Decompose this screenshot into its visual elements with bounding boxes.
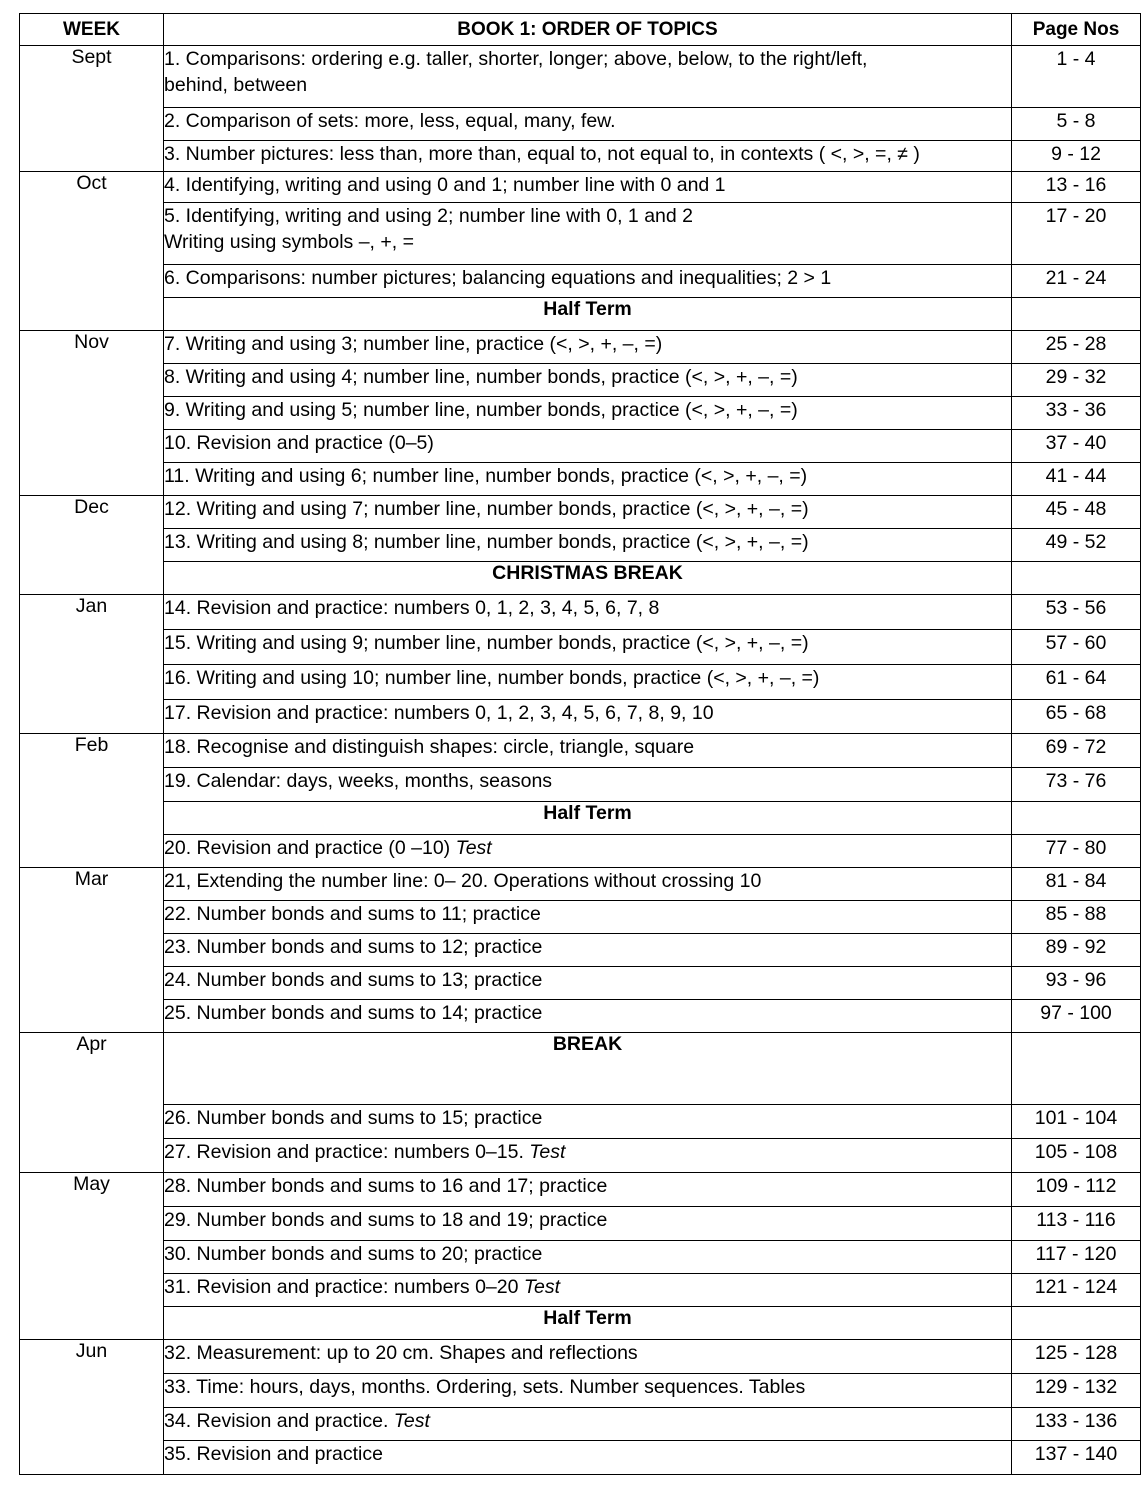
break-row: [20, 298, 1141, 331]
break-label: Half Term: [164, 1307, 1012, 1340]
topic-row: [20, 868, 1141, 901]
topic-text: 18. Recognise and distinguish shapes: circle, triangle, square: [164, 736, 695, 758]
topic-cell: [164, 595, 1012, 630]
page-range-cell: 21 - 24: [1012, 265, 1141, 298]
topic-text: 35. Revision and practice: [164, 1443, 383, 1465]
month-cell: May: [20, 1173, 164, 1340]
test-note: Test: [393, 1410, 430, 1432]
topic-row: [20, 901, 1141, 934]
test-note: Test: [523, 1276, 561, 1298]
page-range-cell: 85 - 88: [1012, 901, 1141, 934]
schedule-body: [20, 46, 1141, 1475]
topic-cell: [164, 141, 1012, 172]
page-range-cell: 117 - 120: [1012, 1241, 1141, 1274]
page-range-cell: [1012, 802, 1141, 835]
header-week: WEEK: [20, 14, 164, 46]
topic-text: 29. Number bonds and sums to 18 and 19; practice: [164, 1209, 608, 1231]
page-range-cell: 65 - 68: [1012, 700, 1141, 734]
topic-cell: [164, 868, 1012, 901]
page-range-cell: 73 - 76: [1012, 768, 1141, 802]
topic-cell: [164, 496, 1012, 529]
topic-text: 16. Writing and using 10; number line, number bonds, practice (<, >, +, –, =): [164, 667, 820, 689]
topic-cell: [164, 331, 1012, 364]
month-cell: Mar: [20, 868, 164, 1033]
topic-cell: [164, 1241, 1012, 1274]
topic-text-continued: behind, between: [164, 74, 308, 96]
page-range-cell: 53 - 56: [1012, 595, 1141, 630]
header-row: [20, 14, 1141, 46]
topic-row: [20, 172, 1141, 203]
page-range-cell: 125 - 128: [1012, 1340, 1141, 1374]
topic-cell: [164, 172, 1012, 203]
topic-row: [20, 1374, 1141, 1408]
topic-cell: [164, 700, 1012, 734]
topic-cell: [164, 768, 1012, 802]
page-range-cell: 49 - 52: [1012, 529, 1141, 562]
page-range-cell: 1 - 4: [1012, 46, 1141, 108]
topic-row: [20, 665, 1141, 700]
topic-cell: [164, 1274, 1012, 1307]
topic-row: [20, 1408, 1141, 1441]
header-topics: BOOK 1: ORDER OF TOPICS: [164, 14, 1012, 46]
topic-cell: [164, 1374, 1012, 1408]
page-range-cell: 105 - 108: [1012, 1139, 1141, 1173]
topic-text: 13. Writing and using 8; number line, number bonds, practice (<, >, +, –, =): [164, 531, 809, 553]
topic-text: 27. Revision and practice: numbers 0–15.: [164, 1141, 524, 1163]
topic-row: [20, 1139, 1141, 1173]
topic-cell: [164, 1173, 1012, 1207]
topic-row: [20, 496, 1141, 529]
topic-row: [20, 430, 1141, 463]
topic-row: [20, 203, 1141, 265]
topic-text: 26. Number bonds and sums to 15; practice: [164, 1107, 543, 1129]
topic-text: 32. Measurement: up to 20 cm. Shapes and reflections: [164, 1342, 638, 1364]
topic-cell: [164, 463, 1012, 496]
topic-row: [20, 1000, 1141, 1033]
topic-cell: [164, 1441, 1012, 1475]
topic-row: [20, 835, 1141, 868]
page-range-cell: 137 - 140: [1012, 1441, 1141, 1475]
topic-row: [20, 265, 1141, 298]
topic-cell: [164, 967, 1012, 1000]
topic-cell: [164, 901, 1012, 934]
topic-row: [20, 463, 1141, 496]
topic-row: [20, 1340, 1141, 1374]
topic-cell: [164, 364, 1012, 397]
page-range-cell: 133 - 136: [1012, 1408, 1141, 1441]
page-range-cell: [1012, 1033, 1141, 1105]
topic-text: 33. Time: hours, days, months. Ordering, sets. Number sequences. Tables: [164, 1376, 806, 1398]
topic-cell: [164, 1340, 1012, 1374]
page-range-cell: 61 - 64: [1012, 665, 1141, 700]
topic-text: 10. Revision and practice (0–5): [164, 432, 434, 454]
page-range-cell: 45 - 48: [1012, 496, 1141, 529]
topic-text: 17. Revision and practice: numbers 0, 1, 2, 3, 4, 5, 6, 7, 8, 9, 10: [164, 702, 714, 724]
topic-text: 20. Revision and practice (0 –10): [164, 837, 451, 859]
topic-row: [20, 141, 1141, 172]
topic-row: [20, 331, 1141, 364]
topic-row: [20, 364, 1141, 397]
topic-text: 21, Extending the number line: 0– 20. Operations without crossing 10: [164, 870, 762, 892]
break-label: CHRISTMAS BREAK: [164, 562, 1012, 595]
topic-text: 14. Revision and practice: numbers 0, 1, 2, 3, 4, 5, 6, 7, 8: [164, 597, 660, 619]
page-range-cell: 113 - 116: [1012, 1207, 1141, 1241]
topic-text: 7. Writing and using 3; number line, practice (<, >, +, –, =): [164, 333, 663, 355]
topic-text: 31. Revision and practice: numbers 0–20: [164, 1276, 519, 1298]
topic-text: 6. Comparisons: number pictures; balancing equations and inequalities; 2 > 1: [164, 267, 832, 289]
month-cell: Apr: [20, 1033, 164, 1173]
topic-text: 3. Number pictures: less than, more than, equal to, not equal to, in contexts ( <, >, =, ≠ ): [164, 143, 920, 165]
topic-cell: [164, 430, 1012, 463]
topic-row: [20, 1241, 1141, 1274]
topic-text: 25. Number bonds and sums to 14; practice: [164, 1002, 543, 1024]
topic-cell: [164, 397, 1012, 430]
page-range-cell: [1012, 1307, 1141, 1340]
topic-cell: [164, 1000, 1012, 1033]
page-range-cell: 25 - 28: [1012, 331, 1141, 364]
page-range-cell: 29 - 32: [1012, 364, 1141, 397]
topic-cell: [164, 1139, 1012, 1173]
topic-row: [20, 108, 1141, 141]
topic-cell: [164, 203, 1012, 265]
topic-text: 34. Revision and practice.: [164, 1410, 389, 1432]
page-range-cell: 81 - 84: [1012, 868, 1141, 901]
topic-row: [20, 1274, 1141, 1307]
break-label: Half Term: [164, 802, 1012, 835]
test-note: Test: [529, 1141, 566, 1163]
topic-text: 24. Number bonds and sums to 13; practice: [164, 969, 543, 991]
topic-row: [20, 700, 1141, 734]
page-range-cell: 41 - 44: [1012, 463, 1141, 496]
month-cell: Jun: [20, 1340, 164, 1475]
topic-text: 28. Number bonds and sums to 16 and 17; practice: [164, 1175, 608, 1197]
page-range-cell: 37 - 40: [1012, 430, 1141, 463]
page-range-cell: [1012, 562, 1141, 595]
page-range-cell: 101 - 104: [1012, 1105, 1141, 1139]
topic-cell: [164, 835, 1012, 868]
topic-text: 22. Number bonds and sums to 11; practice: [164, 903, 541, 925]
topic-text: 19. Calendar: days, weeks, months, seasons: [164, 770, 553, 792]
topic-cell: [164, 265, 1012, 298]
topic-cell: [164, 734, 1012, 768]
page-range-cell: 13 - 16: [1012, 172, 1141, 203]
topic-row: [20, 934, 1141, 967]
topic-row: [20, 595, 1141, 630]
page-range-cell: 121 - 124: [1012, 1274, 1141, 1307]
topic-text: 8. Writing and using 4; number line, number bonds, practice (<, >, +, –, =): [164, 366, 798, 388]
topic-cell: [164, 529, 1012, 562]
page-range-cell: 57 - 60: [1012, 630, 1141, 665]
topic-text: 5. Identifying, writing and using 2; number line with 0, 1 and 2: [164, 205, 693, 227]
page-range-cell: 69 - 72: [1012, 734, 1141, 768]
topic-cell: [164, 46, 1012, 108]
page-range-cell: 77 - 80: [1012, 835, 1141, 868]
topic-text: 1. Comparisons: ordering e.g. taller, shorter, longer; above, below, to the right/left,: [164, 48, 868, 70]
page-range-cell: 129 - 132: [1012, 1374, 1141, 1408]
break-row: [20, 1033, 1141, 1105]
break-label: Half Term: [164, 298, 1012, 331]
topic-row: [20, 967, 1141, 1000]
page-range-cell: 97 - 100: [1012, 1000, 1141, 1033]
month-cell: Nov: [20, 331, 164, 496]
break-row: [20, 1307, 1141, 1340]
topic-row: [20, 630, 1141, 665]
month-cell: Jan: [20, 595, 164, 734]
page-range-cell: 93 - 96: [1012, 967, 1141, 1000]
topic-text: 4. Identifying, writing and using 0 and 1; number line with 0 and 1: [164, 174, 726, 196]
break-label: BREAK: [164, 1033, 1012, 1105]
month-cell: Dec: [20, 496, 164, 595]
month-cell: Oct: [20, 172, 164, 331]
topic-row: [20, 1441, 1141, 1475]
topic-row: [20, 768, 1141, 802]
topic-row: [20, 397, 1141, 430]
topic-cell: [164, 630, 1012, 665]
page-range-cell: 9 - 12: [1012, 141, 1141, 172]
break-row: [20, 802, 1141, 835]
header-pages: Page Nos: [1012, 14, 1141, 46]
topic-row: [20, 1173, 1141, 1207]
page-range-cell: [1012, 298, 1141, 331]
topic-cell: [164, 1207, 1012, 1241]
topic-row: [20, 529, 1141, 562]
schedule-table: [19, 13, 1141, 1475]
topic-row: [20, 1105, 1141, 1139]
topic-cell: [164, 108, 1012, 141]
topic-cell: [164, 1408, 1012, 1441]
page-range-cell: 109 - 112: [1012, 1173, 1141, 1207]
page-range-cell: 17 - 20: [1012, 203, 1141, 265]
page-range-cell: 33 - 36: [1012, 397, 1141, 430]
month-cell: Sept: [20, 46, 164, 172]
topic-text: 9. Writing and using 5; number line, number bonds, practice (<, >, +, –, =): [164, 399, 798, 421]
topic-text: 15. Writing and using 9; number line, number bonds, practice (<, >, +, –, =): [164, 632, 809, 654]
topic-text: 2. Comparison of sets: more, less, equal, many, few.: [164, 110, 616, 132]
topic-text: 12. Writing and using 7; number line, number bonds, practice (<, >, +, –, =): [164, 498, 809, 520]
page-range-cell: 5 - 8: [1012, 108, 1141, 141]
topic-text-continued: Writing using symbols –, +, =: [164, 231, 414, 253]
topic-row: [20, 734, 1141, 768]
test-note: Test: [455, 837, 492, 859]
topic-text: 30. Number bonds and sums to 20; practice: [164, 1243, 543, 1265]
topic-text: 11. Writing and using 6; number line, number bonds, practice (<, >, +, –, =): [164, 465, 808, 487]
topic-row: [20, 1207, 1141, 1241]
topic-cell: [164, 665, 1012, 700]
month-cell: Feb: [20, 734, 164, 868]
break-row: [20, 562, 1141, 595]
topic-cell: [164, 1105, 1012, 1139]
topic-row: [20, 46, 1141, 108]
page-range-cell: 89 - 92: [1012, 934, 1141, 967]
topic-text: 23. Number bonds and sums to 12; practice: [164, 936, 543, 958]
topic-cell: [164, 934, 1012, 967]
